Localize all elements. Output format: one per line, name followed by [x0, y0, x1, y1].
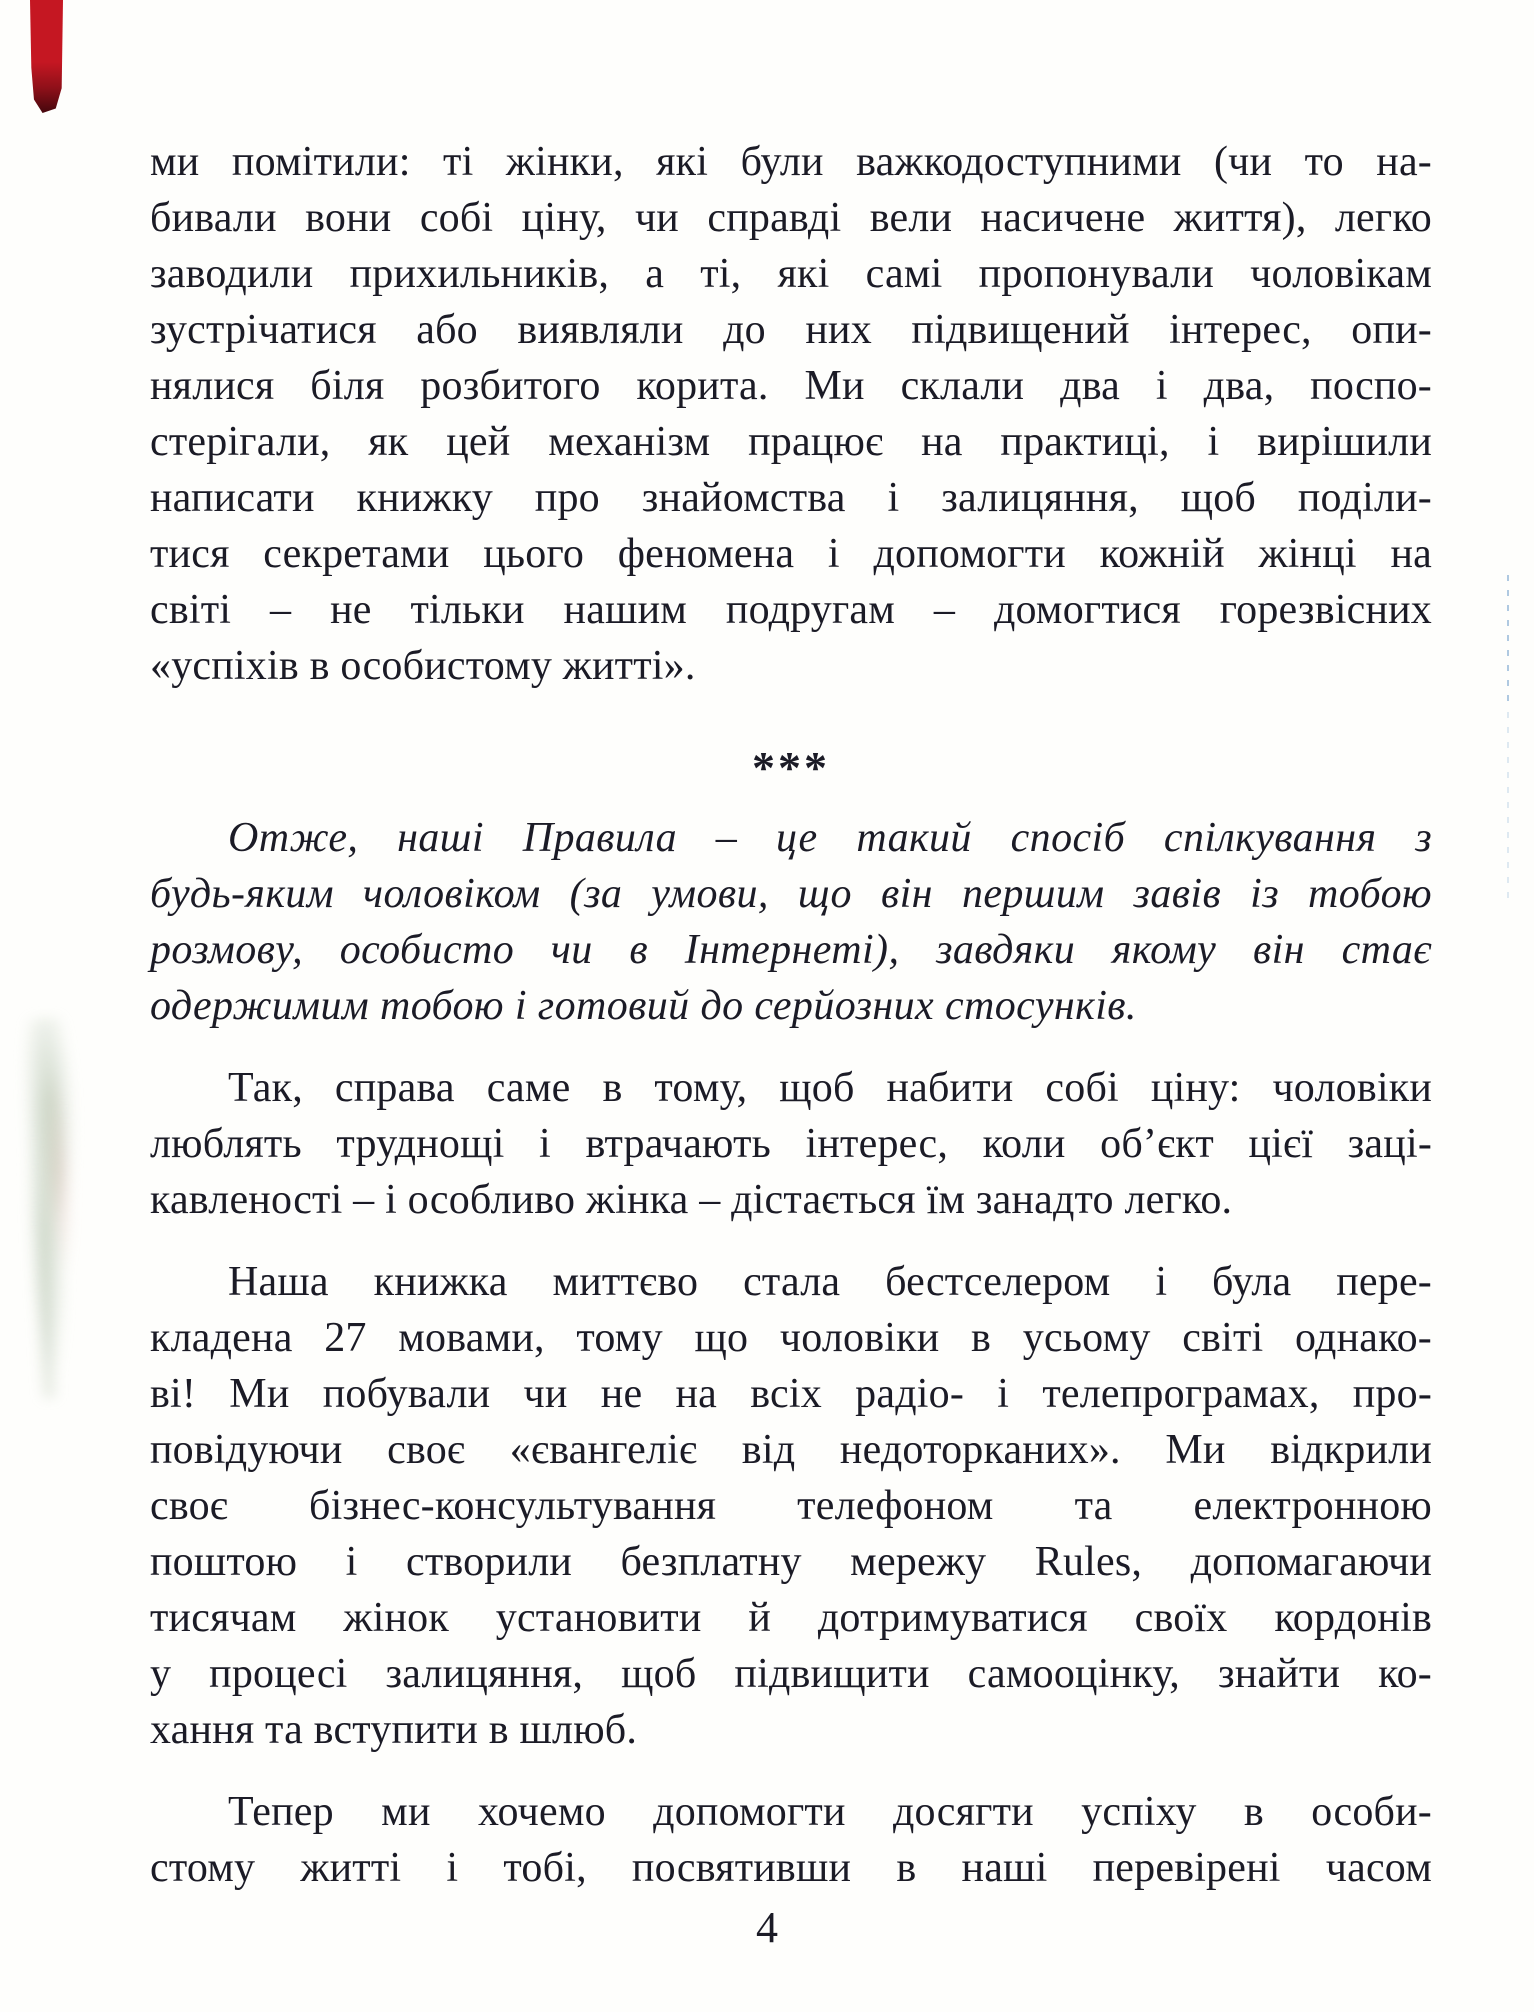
paragraph — [150, 1060, 1432, 1228]
text-line: нялися біля розбитого корита. Ми склали два і два, поспо- — [150, 363, 1432, 409]
text-line: у процесі залицяння, щоб підвищити самооцінку, знайти ко- — [150, 1651, 1432, 1697]
text-line: стому житті і тобі, посвятивши в наші перевірені часом — [150, 1845, 1432, 1891]
text-line: тися секретами цього феномена і допомогти кожній жінці на — [150, 531, 1432, 577]
text-line: кавленості – і особливо жінка – дістається їм занадто легко. — [150, 1177, 1233, 1223]
text-line: тисячам жінок установити й дотримуватися своїх кордонів — [150, 1595, 1432, 1641]
text-line: Так, справа саме в тому, щоб набити собі ціну: чоловіки — [228, 1065, 1432, 1111]
text-line: стерігали, як цей механізм працює на практиці, і вирішили — [150, 419, 1432, 465]
text-line: ві! Ми побували чи не на всіх радіо- і телепрограмах, про- — [150, 1371, 1432, 1417]
paragraph — [150, 134, 1432, 694]
text-line: своє бізнес-консультування телефоном та електронною — [150, 1483, 1432, 1529]
text-line: заводили прихильників, а ті, які самі пропонували чоловікам — [150, 251, 1432, 297]
text-line: люблять труднощі і втрачають інтерес, коли об’єкт цієї заці- — [150, 1121, 1432, 1167]
text-line: Наша книжка миттєво стала бестселером і була пере- — [228, 1259, 1432, 1305]
text-line: написати книжку про знайомства і залицяння, щоб поділи- — [150, 475, 1432, 521]
text-line: Отже, наші Правила – це такий спосіб спілкування з — [228, 815, 1432, 861]
text-block — [150, 134, 1432, 1896]
scan-artifact-dotted-line-faint — [1507, 712, 1509, 902]
text-line: одержимим тобою і готовий до серйозних стосунків. — [150, 983, 1137, 1029]
paragraph — [150, 1254, 1432, 1758]
text-line: розмову, особисто чи в Інтернеті), завдяки якому він стає — [150, 927, 1432, 973]
text-line: хання та вступити в шлюб. — [150, 1707, 638, 1753]
text-line: зустрічатися або виявляли до них підвищений інтерес, опи- — [150, 307, 1432, 353]
section-separator: *** — [752, 742, 830, 793]
text-line: світі – не тільки нашим подругам – домогтися горезвісних — [150, 587, 1432, 633]
text-line: будь-яким чоловіком (за умови, що він першим завів із тобою — [150, 871, 1432, 917]
text-line: повідуючи своє «євангеліє від недоторканих». Ми відкрили — [150, 1427, 1432, 1473]
text-line: поштою і створили безплатну мережу Rules, допомагаючи — [150, 1539, 1432, 1585]
paragraph — [150, 810, 1432, 1034]
scan-artifact-smudge — [0, 1016, 104, 1400]
text-line: ми помітили: ті жінки, які були важкодоступними (чи то на- — [150, 139, 1432, 185]
text-line: Тепер ми хочемо допомогти досягти успіху в особи- — [228, 1789, 1432, 1835]
paragraph — [150, 1784, 1432, 1896]
scan-artifact-red-stripe — [30, 0, 63, 113]
text-line: «успіхів в особистому житті». — [150, 643, 696, 689]
page-number: 4 — [756, 1903, 778, 1952]
text-line: кладена 27 мовами, тому що чоловіки в усьому світі однако- — [150, 1315, 1432, 1361]
text-line: бивали вони собі ціну, чи справді вели насичене життя), легко — [150, 195, 1432, 241]
scan-artifact-dotted-line — [1507, 575, 1509, 705]
